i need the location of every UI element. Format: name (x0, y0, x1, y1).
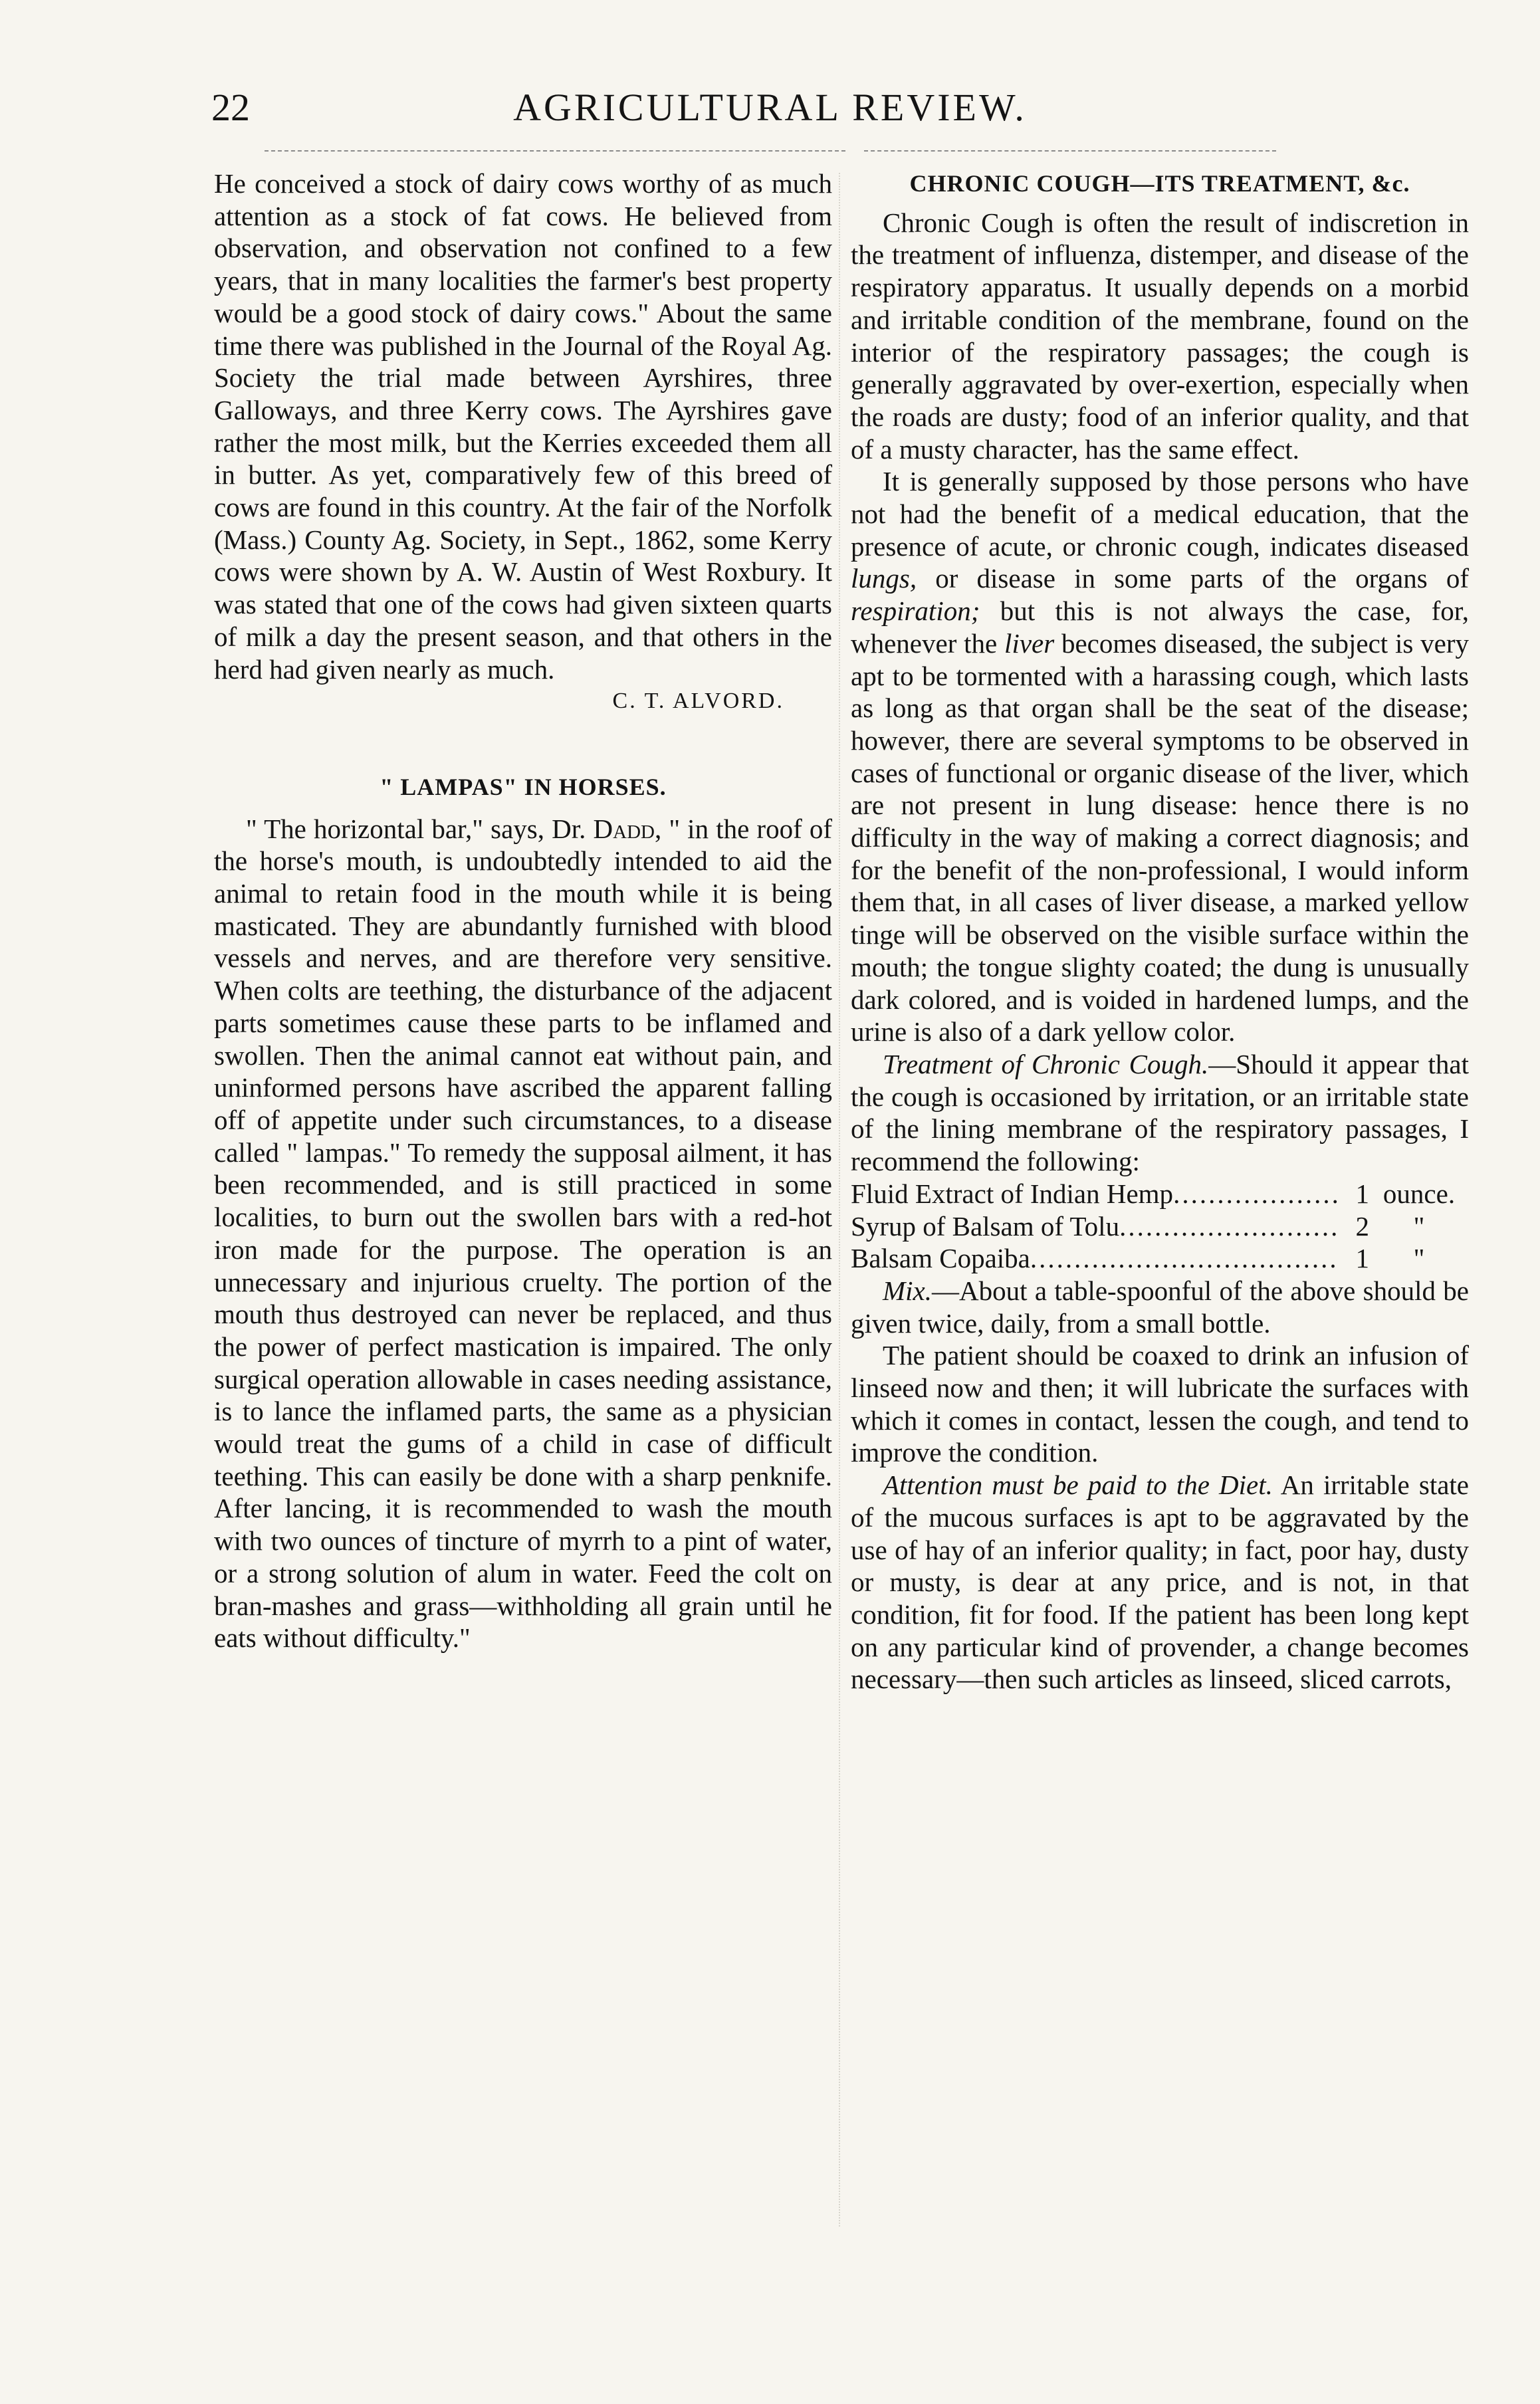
journal-title: AGRICULTURAL REVIEW. (513, 86, 1027, 129)
mix-label: Mix. (883, 1275, 932, 1306)
liver-text-a: It is generally supposed by those persons who have not had the benefit of a medical education, that the presence of acute, or chronic cough, indicates diseased (851, 466, 1469, 562)
recipe-amount: 1 (1355, 1178, 1369, 1209)
diet-text: An irritable state of the mucous surfaces is apt to be aggravated by the use of hay of an inferior quality; in fact, poor hay, dusty or musty, is dear at any price, and is not, in that condition, fit for food. If the patient has been long kept on any particular kind of provender, a change becomes necessary—then such articles as linseed, sliced carrots, (851, 1470, 1469, 1695)
recipe-leader-dots (1173, 1178, 1340, 1210)
author-signature: C. T. ALVORD. (612, 689, 784, 714)
page-number: 22 (211, 86, 250, 129)
lampas-body: " in the roof of the horse's mouth, is undoubtedly intended to aid the animal to retain food in the mouth while it is being masticated. They are abundantly furnished with blood vessels and nerves, and are therefore very sensitive. When colts are teething, the disturbance of the adjacent parts sometimes cause these parts to be inflamed and swollen. Then the animal cannot eat without pain, and uninformed persons have ascribed the apparent falling off of appetite under such circumstances, to a disease called " lampas." To remedy the supposal ailment, it has been recommended, and is still practiced in some localities, to burn out the swollen bars with a red-hot iron made for the purpose. The operation is an unnecessary and injurious cruelty. The portion of the mouth thus destroyed can never be replaced, and thus the power of perfect mastication is impaired. The only surgical operation allowable in cases needing assistance, is to lance the inflamed parts, the same as a physician would treat the gums of a child in case of difficult teething. This can easily be done with a sharp penknife. After lancing, it is recommended to wash the mouth with two ounces of tincture of myrrh to a pint of water, or a strong solution of alum in water. Feed the colt on bran-mashes and grass—withholding all grain until he eats without difficulty." (214, 813, 832, 1654)
lungs-italic: lungs, (851, 563, 917, 594)
respiration-italic: respiration; (851, 596, 980, 627)
recipe-amount: 2 (1355, 1210, 1369, 1242)
recipe-unit: " (1413, 1210, 1425, 1242)
recipe-ingredient: Syrup of Balsam of Tolu (851, 1210, 1120, 1242)
recipe-amount: 1 (1355, 1243, 1369, 1274)
header-rule-right (864, 150, 1276, 152)
recipe-unit: " (1413, 1243, 1425, 1274)
recipe-list (851, 1178, 1469, 1275)
lampas-paragraph (214, 813, 832, 1654)
recipe-leader-dots (1119, 1210, 1340, 1243)
page-header (0, 85, 1540, 138)
header-rule-left (265, 150, 845, 152)
treatment-text: —Should it appear that the cough is occasioned by irritation, or an irritable state of the lining membrane of the respiratory passages, I recommend the following: (851, 1048, 1470, 1177)
chronic-cough-heading: CHRONIC COUGH—ITS TREATMENT, &c. (909, 170, 1410, 197)
diet-title: Attention must be paid to the Diet. (883, 1470, 1273, 1501)
liver-paragraph (851, 465, 1469, 1048)
recipe-unit: ounce. (1382, 1178, 1456, 1209)
liver-text-c: but this is not always the case, for, whenever the (851, 596, 1469, 659)
lampas-heading: " LAMPAS" IN HORSES. (380, 773, 667, 800)
treatment-title: Treatment of Chronic Cough. (883, 1048, 1209, 1079)
recipe-ingredient: Fluid Extract of Indian Hemp (851, 1178, 1174, 1209)
liver-italic: liver (1004, 627, 1055, 659)
column-gutter (839, 173, 845, 2227)
kerry-cows-paragraph: He conceived a stock of dairy cows worthy of as much attention as a stock of fat cows. He believed from observation, and observation not confined to a few years, that in many localities the farmer's best property would be a good stock of dairy cows." About the same time there was published in the Journal of the Royal Ag. Society the trial made between Ayrshires, three Galloways, and three Kerry cows. The Ayrshires gave rather the most milk, but the Kerries exceeded them all in butter. As yet, comparatively few of this breed of cows are found in this country. At the fair of the Norfolk (Mass.) County Ag. Society, in Sept., 1862, some Kerry cows were shown by A. W. Austin of West Roxbury. It was stated that one of the cows had given sixteen quarts of milk a day the present season, and that others in the herd had given nearly as much. (214, 168, 832, 685)
cough-intro-paragraph: Chronic Cough is often the result of indiscretion in the treatment of influenza, distemper, and disease of the respiratory apparatus. It usually depends on a morbid and irritable condition of the membrane, found on the interior of the respiratory passages; the cough is generally aggravated by over-exertion, especially when the roads are dusty; food of an inferior quality, and that of a musty character, has the same effect. (851, 207, 1469, 465)
recipe-line (851, 1178, 1469, 1210)
liver-text-b: or disease in some parts of the organs of (917, 563, 1469, 594)
lampas-opening: " The horizontal bar," says, Dr. (246, 813, 594, 844)
right-column (851, 167, 1469, 1695)
mix-text: —About a table-spoonful of the above should be given twice, daily, from a small bottle. (851, 1275, 1469, 1339)
treatment-paragraph (851, 1048, 1469, 1178)
mix-paragraph (851, 1275, 1469, 1339)
recipe-line (851, 1242, 1469, 1275)
patient-paragraph: The patient should be coaxed to drink an infusion of linseed now and then; it will lubricate the surfaces with which it comes in contact, lessen the cough, and tend to improve the condition. (851, 1340, 1469, 1468)
liver-text-d: becomes diseased, the subject is very apt to be tormented with a harassing cough, which lasts as long as that organ shall be the seat of the disease; however, there are several symptoms to be observed in cases of functional or organic disease of the liver, which are not present in lung disease: hence there is no difficulty in the way of making a correct diagnosis; and for the benefit of the non-professional, I would inform them that, in all cases of liver disease, a marked yellow tinge will be observed on the visible surface within the mouth; the tongue slighty coated; the dung is unusually dark colored, and is voided in hardened lumps, and the urine is also of a dark yellow color. (851, 627, 1469, 1047)
lampas-author: Dadd, (593, 813, 662, 844)
diet-paragraph (851, 1469, 1469, 1695)
recipe-leader-dots (1030, 1242, 1340, 1275)
left-column (214, 167, 832, 1654)
recipe-line (851, 1210, 1469, 1243)
recipe-ingredient: Balsam Copaiba (851, 1243, 1030, 1274)
